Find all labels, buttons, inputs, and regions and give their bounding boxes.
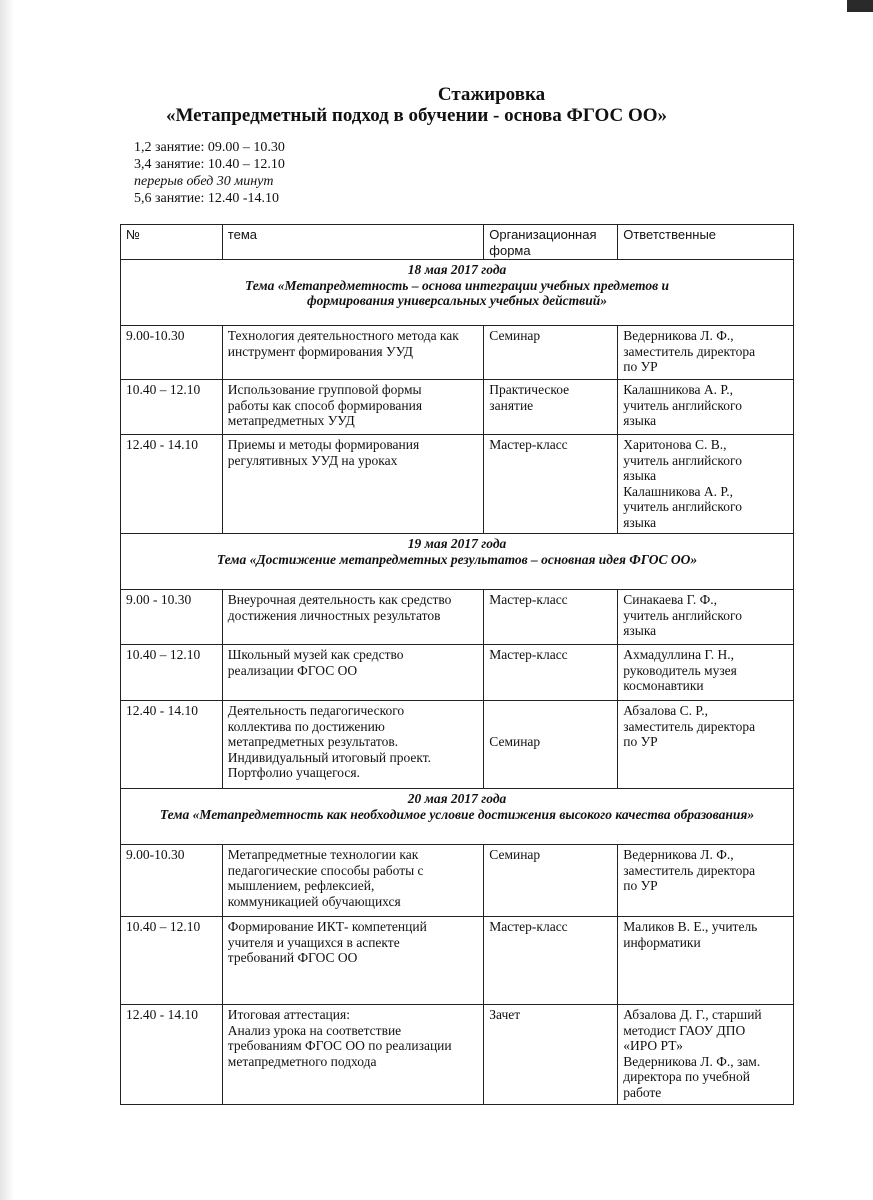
document-title: Стажировка <box>437 84 546 105</box>
responsible-cell <box>618 380 794 435</box>
topic-line: Использование групповой формы <box>227 382 422 397</box>
schedule-line: перерыв обед 30 минут <box>134 174 274 189</box>
table-row <box>121 1005 794 1105</box>
document-subtitle: «Метапредметный подход в обучении - основа ФГОС ОО» <box>165 105 668 126</box>
time-cell: 10.40 – 12.10 <box>121 645 223 701</box>
time-cell: 12.40 - 14.10 <box>121 1005 223 1105</box>
responsible-cell <box>618 326 794 380</box>
table-row <box>121 845 794 917</box>
responsible-line: Калашникова А. Р., <box>623 382 733 397</box>
day-header <box>121 260 794 326</box>
responsible-line: языка <box>623 623 657 638</box>
form-line: Семинар <box>489 328 541 343</box>
form-cell <box>484 380 618 435</box>
table-row <box>121 326 794 380</box>
responsible-line: Маликов В. Е., учитель <box>623 919 758 934</box>
table-row <box>121 917 794 1005</box>
responsible-line: Калашникова А. Р., <box>623 483 733 499</box>
responsible-line: учитель английского <box>623 452 742 468</box>
day-header-row <box>121 260 794 326</box>
responsible-line: по УР <box>623 734 658 749</box>
time-cell: 10.40 – 12.10 <box>121 380 223 435</box>
day-theme: формирования универсальных учебных действий» <box>307 293 607 308</box>
responsible-line: Ведерникова Л. Ф., <box>623 328 734 343</box>
table-row <box>121 645 794 701</box>
header-form: Организационная форма <box>484 225 618 260</box>
topic-line: требованиям ФГОС ОО по реализации <box>227 1038 452 1053</box>
form-line: Практическое <box>489 382 570 397</box>
topic-line: коллектива по достижению <box>227 718 385 734</box>
scan-edge-shadow <box>0 0 14 1200</box>
topic-line: Внеурочная деятельность как средство <box>227 592 452 607</box>
schedule-line: 1,2 занятие: 09.00 – 10.30 <box>134 140 285 155</box>
responsible-line: методист ГАОУ ДПО <box>623 1022 746 1038</box>
table-row <box>121 435 794 534</box>
time-cell: 9.00 - 10.30 <box>121 590 223 645</box>
day-date: 19 мая 2017 года <box>407 536 507 551</box>
responsible-line: Ахмадуллина Г. Н., <box>623 647 735 662</box>
day-header-row <box>121 789 794 845</box>
day-theme: Тема «Метапредметность – основа интеграции учебных предметов и <box>244 277 670 293</box>
day-header <box>121 789 794 845</box>
topic-line: мышлением, рефлексией, <box>227 878 375 893</box>
form-line <box>489 703 612 719</box>
day-header <box>121 534 794 590</box>
responsible-cell <box>618 1005 794 1105</box>
day-date: 18 мая 2017 года <box>407 262 507 277</box>
responsible-line: Ведерникова Л. Ф., <box>623 847 734 862</box>
topic-line: Метапредметные технологии как <box>227 847 419 862</box>
form-line: Мастер-класс <box>489 647 568 662</box>
responsible-cell <box>618 701 794 789</box>
time-cell: 12.40 - 14.10 <box>121 435 223 534</box>
topic-cell <box>222 701 483 789</box>
responsible-line: Синакаева Г. Ф., <box>623 592 718 607</box>
session-schedule <box>134 139 285 207</box>
form-line: Зачет <box>489 1007 521 1022</box>
time-cell: 9.00-10.30 <box>121 326 223 380</box>
schedule-line: 3,4 занятие: 10.40 – 12.10 <box>134 157 285 172</box>
table-header-row <box>121 225 794 260</box>
day-date: 20 мая 2017 года <box>407 791 507 806</box>
form-cell <box>484 326 618 380</box>
form-cell <box>484 845 618 917</box>
time-cell: 10.40 – 12.10 <box>121 917 223 1005</box>
day-theme: Тема «Достижение метапредметных результатов – основная идея ФГОС ОО» <box>216 551 698 567</box>
header-responsible: Ответственные <box>618 225 794 260</box>
form-line: Мастер-класс <box>489 919 568 934</box>
header-topic: тема <box>222 225 483 260</box>
topic-line: Итоговая аттестация: <box>227 1007 350 1022</box>
schedule-line: 5,6 занятие: 12.40 -14.10 <box>134 191 280 206</box>
table-row <box>121 380 794 435</box>
responsible-cell <box>618 917 794 1005</box>
form-cell <box>484 1005 618 1105</box>
topic-line: Анализ урока на соответствие <box>227 1022 402 1038</box>
responsible-line: информатики <box>623 934 701 950</box>
responsible-line: заместитель директора <box>623 862 756 878</box>
responsible-line: работе <box>623 1084 662 1100</box>
form-cell <box>484 917 618 1005</box>
program-table <box>120 224 794 1105</box>
responsible-line: языка <box>623 413 657 428</box>
day-theme: Тема «Метапредметность как необходимое условие достижения высокого качества образования» <box>159 806 755 822</box>
topic-line: метапредметных УУД <box>227 413 355 428</box>
topic-line: Портфолио учащегося. <box>227 765 360 780</box>
topic-line: Формирование ИКТ- компетенций <box>227 919 427 934</box>
responsible-line: космонавтики <box>623 678 704 693</box>
responsible-cell <box>618 645 794 701</box>
header-number: № <box>121 225 223 260</box>
responsible-line: по УР <box>623 359 658 374</box>
topic-cell <box>222 917 483 1005</box>
topic-line: коммуникацией обучающихся <box>227 893 401 909</box>
responsible-line: Абзалова Д. Г., старший <box>623 1007 762 1022</box>
topic-cell <box>222 326 483 380</box>
form-line: Мастер-класс <box>489 592 568 607</box>
responsible-line: по УР <box>623 878 658 893</box>
time-cell: 12.40 - 14.10 <box>121 701 223 789</box>
topic-line: реализации ФГОС ОО <box>227 662 358 678</box>
topic-line: требований ФГОС ОО <box>227 950 358 965</box>
topic-line: метапредметных результатов. <box>227 734 399 749</box>
responsible-line: Ведерникова Л. Ф., зам. <box>623 1053 761 1069</box>
responsible-line: Абзалова С. Р., <box>623 703 708 718</box>
topic-line: достижения личностных результатов <box>227 607 441 623</box>
topic-cell <box>222 1005 483 1105</box>
form-line: занятие <box>489 397 534 413</box>
responsible-line: языка <box>623 514 657 530</box>
responsible-cell <box>618 845 794 917</box>
form-cell <box>484 435 618 534</box>
responsible-cell <box>618 435 794 534</box>
scan-corner-mark <box>847 0 873 12</box>
form-cell <box>484 590 618 645</box>
time-cell: 9.00-10.30 <box>121 845 223 917</box>
topic-line: работы как способ формирования <box>227 397 423 413</box>
topic-line: Деятельность педагогического <box>227 703 405 718</box>
topic-line: учителя и учащихся в аспекте <box>227 934 400 950</box>
responsible-line: учитель английского <box>623 607 742 623</box>
responsible-line: Харитонова С. В., <box>623 437 727 452</box>
responsible-cell <box>618 590 794 645</box>
form-cell <box>484 645 618 701</box>
responsible-line: учитель английского <box>623 499 742 514</box>
responsible-line: заместитель директора <box>623 343 756 359</box>
form-line <box>489 719 612 735</box>
topic-line: Индивидуальный итоговый проект. <box>227 749 432 765</box>
topic-cell <box>222 380 483 435</box>
form-line: Мастер-класс <box>489 437 568 452</box>
topic-cell <box>222 645 483 701</box>
day-header-row <box>121 534 794 590</box>
topic-line: педагогические способы работы с <box>227 862 424 878</box>
topic-line: Школьный музей как средство <box>227 647 404 662</box>
form-line: Семинар <box>489 734 541 749</box>
table-row <box>121 590 794 645</box>
responsible-line: учитель английского <box>623 397 742 413</box>
form-cell <box>484 701 618 789</box>
topic-line: инструмент формирования УУД <box>227 343 413 359</box>
responsible-line: руководитель музея <box>623 662 737 678</box>
responsible-line: языка <box>623 468 657 483</box>
topic-line: регулятивных УУД на уроках <box>227 452 398 468</box>
topic-line: метапредметного подхода <box>227 1053 377 1069</box>
table-row <box>121 701 794 789</box>
responsible-line: заместитель директора <box>623 718 756 734</box>
form-line: Семинар <box>489 847 541 862</box>
topic-cell <box>222 435 483 534</box>
topic-cell <box>222 845 483 917</box>
responsible-line: директора по учебной <box>623 1069 750 1084</box>
topic-cell <box>222 590 483 645</box>
responsible-line: «ИРО РТ» <box>623 1038 683 1053</box>
topic-line: Технология деятельностного метода как <box>227 328 459 343</box>
topic-line: Приемы и методы формирования <box>227 437 420 452</box>
